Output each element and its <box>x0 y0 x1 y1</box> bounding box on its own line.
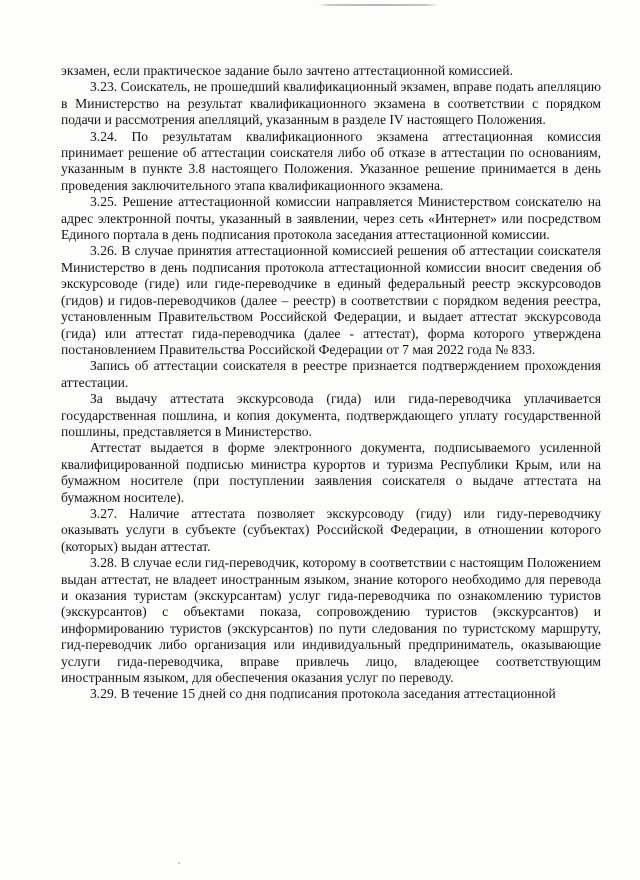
paragraph-continuation: экзамен, если практическое задание было зачтено аттестационной комиссией. <box>61 63 513 78</box>
paragraph-3-29: 3.29. В течение 15 дней со дня подписания протокола заседания аттестационной <box>90 686 556 702</box>
paragraph-state-fee: За выдачу аттестата экскурсовода (гида) или гида-переводчика уплачивается государственная пошлина, и копия документа, подтверждающего уплату государственной пошлины, представляется в Министерство. <box>61 391 601 439</box>
paragraph-3-25: 3.25. Решение аттестационной комиссии направляется Министерством соискателю на адрес электронной почты, указанный в заявлении, через сеть «Интернет» или посредством Единого портала в день подписания протокола заседания аттестационной комиссии. <box>61 194 601 243</box>
paragraph-3-26: 3.26. В случае принятия аттестационной комиссией решения об аттестации соискателя Министерство в день подписания протокола аттестационной комиссии вносит сведения об экскурсоводе (гиде) или гиде-переводчике в единый федеральный реестр экскурсоводов (гидов) и гидов-переводчиков (далее – реестр) в соответствии с порядком ведения реестра, установленным Правительством Российской Федерации, и выдает аттестат экскурсовода (гида) или аттестат гида-переводчика (далее - аттестат), форма которого утверждена постановлением Правительства Российской Федерации от 7 мая 2022 года № 833. <box>61 243 601 357</box>
scan-speck <box>178 862 180 864</box>
paragraph-3-27: 3.27. Наличие аттестата позволяет экскурсоводу (гиду) или гиду-переводчику оказывать услуги в субъекте (субъектах) Российской Федерации, в отношении которого (которых) выдан аттестат. <box>61 505 601 554</box>
scan-edge-mark <box>318 4 438 6</box>
paragraph-3-23: 3.23. Соискатель, не прошедший квалификационный экзамен, вправе подать апелляцию в Министерство на результат квалификационного экзамена в соответствии с порядком подачи и рассмотрения апелляций, указанным в разделе IV настоящего Положения. <box>61 79 601 128</box>
document-body <box>61 63 601 703</box>
paragraph-3-28: 3.28. В случае если гид-переводчик, которому в соответствии с настоящим Положением выдан аттестат, не владеет иностранным языком, знание которого необходимо для перевода и оказания туристам (экскурсантам) услуг гида-переводчика по ознакомлению туристов (экскурсантов) с объектами показа, сопровождению туристов (экскурсантов) и информированию туристов (экскурсантов) по пути следования по туристскому маршруту, гид-переводчик либо организация или индивидуальный предприниматель, оказывающие услуги гида-переводчика, вправе привлечь лицо, владеющее соответствующим иностранным языком, для обеспечения оказания услуг по переводу. <box>61 555 601 686</box>
paragraph-registry-record: Запись об аттестации соискателя в реестре признается подтверждением прохождения аттестации. <box>61 358 601 390</box>
paragraph-3-24: 3.24. По результатам квалификационного экзамена аттестационная комиссия принимает решение об аттестации соискателя либо об отказе в аттестации по основаниям, указанным в пункте 3.8 настоящего Положения. Указанное решение принимается в день проведения заключительного этапа квалификационного экзамена. <box>61 128 601 193</box>
paragraph-certificate-form: Аттестат выдается в форме электронного документа, подписываемого усиленной квалифицированной подписью министра курортов и туризма Республики Крым, или на бумажном носителе (при поступлении заявления соискателя о выдаче аттестата на бумажном носителе). <box>61 440 601 505</box>
